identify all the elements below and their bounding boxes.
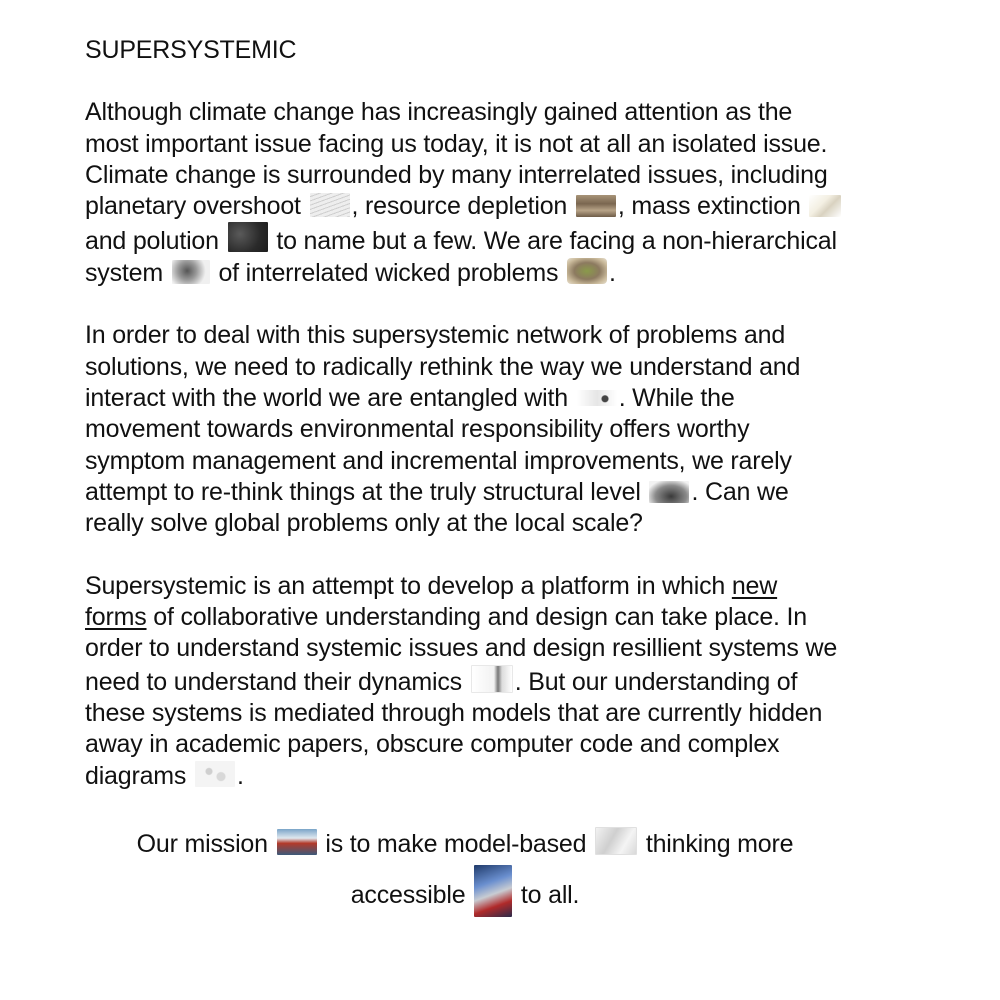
pollution-thumbnail[interactable] — [228, 222, 268, 252]
mission-thumbnail[interactable] — [277, 829, 317, 855]
rethink-paragraph — [85, 320, 845, 539]
intro-text-1: Although climate change has increasingly gained attention as the most important issue facing us today, it is not at all an isolated issue. Climate change is surrounded by many interrelated issues, including planetary overshoot — [85, 98, 828, 221]
intro-text-7: . — [609, 258, 616, 287]
intro-text-5: to name but a few. We are facing a non-hierarchical system — [85, 227, 837, 287]
accessible-thumbnail[interactable] — [474, 865, 512, 917]
mission-text-1: Our mission — [136, 830, 275, 859]
wicked-problems-thumbnail[interactable] — [567, 258, 607, 284]
rethink-text-1: In order to deal with this supersystemic network of problems and solutions, we need to radically rethink the way we understand and interact with the world we are entangled with — [85, 321, 801, 412]
intro-text-4: and polution — [85, 227, 219, 256]
complex-diagrams-thumbnail[interactable] — [195, 761, 235, 787]
non-hierarchical-system-thumbnail[interactable] — [172, 260, 210, 284]
intro-paragraph — [85, 97, 845, 289]
platform-text-4: . — [236, 761, 244, 790]
platform-text-1: Supersystemic is an attempt to develop a platform in which — [85, 571, 732, 600]
mass-extinction-thumbnail[interactable] — [809, 195, 841, 217]
mission-text-2: is to make model-based — [318, 830, 594, 859]
model-based-thumbnail[interactable] — [595, 827, 637, 855]
intro-text-2: , resource depletion — [351, 192, 568, 221]
intro-text-3: , mass extinction — [617, 192, 801, 221]
page-content — [85, 35, 845, 948]
platform-paragraph — [85, 571, 845, 792]
platform-text-2: of collaborative understanding and design can take place. In order to understand systemic issues and design resillient systems we need to understand their dynamics — [85, 603, 838, 696]
rethink-text-2: . While the movement towards environmental responsibility offers worthy symptom management and incremental improvements, we rarely attempt to re-think things at the truly structural level — [85, 383, 792, 506]
resource-depletion-thumbnail[interactable] — [576, 195, 616, 217]
structural-level-thumbnail[interactable] — [649, 481, 689, 503]
entangled-world-thumbnail[interactable] — [577, 390, 617, 406]
planetary-overshoot-thumbnail[interactable] — [310, 193, 350, 217]
page-title: SUPERSYSTEMIC — [85, 36, 297, 64]
mission-text-3: thinking more accessible — [350, 830, 794, 910]
rethink-text-3: . Can we really solve global problems only at the local scale? — [85, 477, 789, 538]
system-dynamics-thumbnail[interactable] — [471, 665, 513, 693]
mission-text-4: to all. — [514, 881, 580, 910]
intro-text-6: of interrelated wicked problems — [211, 258, 559, 287]
mission-statement — [85, 823, 845, 917]
new-forms-link[interactable]: new forms — [85, 571, 778, 632]
platform-text-3: . But our understanding of these systems is mediated through models that are currently hidden away in academic papers, obscure computer code and complex diagrams — [85, 667, 823, 790]
